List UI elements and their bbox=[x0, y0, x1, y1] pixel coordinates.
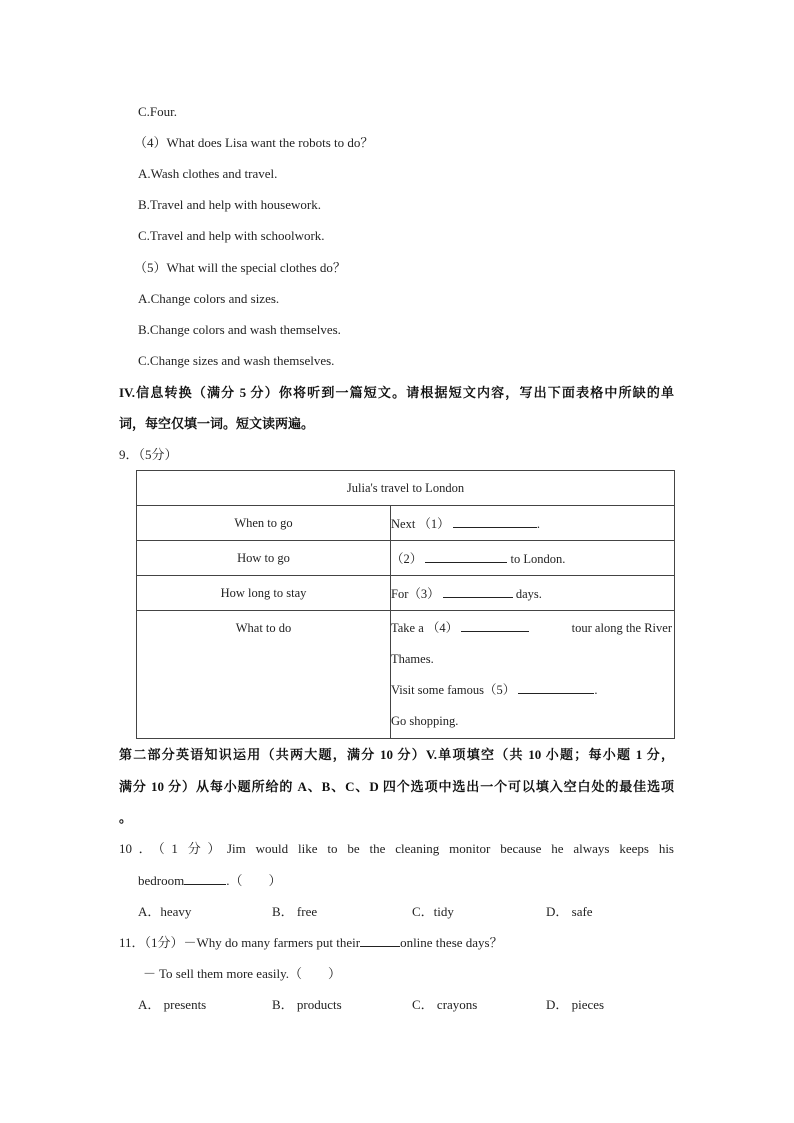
section4-heading-line1: IV.信息转换（满分 5 分）你将听到一篇短文。请根据短文内容，写出下面表格中所缺的单 bbox=[119, 385, 674, 400]
q11-option-b[interactable]: B． products bbox=[272, 997, 342, 1012]
q10-stem-line2: bedroom .（ ） bbox=[138, 873, 282, 888]
table-title: Julia's travel to London bbox=[137, 471, 675, 506]
q8-5-option-c: C.Change sizes and wash themselves. bbox=[138, 353, 335, 368]
q8-4-question: （4）What does Lisa want the robots to do？ bbox=[134, 135, 374, 150]
row-do-label: What to do bbox=[137, 611, 391, 739]
q11-blank[interactable] bbox=[360, 935, 400, 947]
q8-5-option-a: A.Change colors and sizes. bbox=[138, 291, 280, 306]
q9-number: 9．（5分） bbox=[119, 447, 178, 462]
blank-5[interactable] bbox=[518, 682, 594, 694]
q10-option-d[interactable]: D． safe bbox=[546, 904, 593, 919]
q11-stem: 11．（1分）－Why do many farmers put their online these days？ bbox=[119, 935, 503, 950]
q8-4-option-b: B.Travel and help with housework. bbox=[138, 197, 321, 212]
row-stay-value: For（3） days. bbox=[391, 576, 675, 611]
row-how-label: How to go bbox=[137, 541, 391, 576]
blank-2[interactable] bbox=[425, 551, 507, 563]
q10-stem: 10．（1 分）Jim would like to be the cleaning monitor because he always keeps his bbox=[119, 841, 674, 856]
q8-5-question: （5）What will the special clothes do？ bbox=[134, 260, 346, 275]
row-when-label: When to go bbox=[137, 506, 391, 541]
part2-heading-line2: 满分 10 分）从每小题所给的 A、B、C、D 四个选项中选出一个可以填入空白处的最佳选项 bbox=[119, 779, 674, 794]
blank-1[interactable] bbox=[453, 516, 537, 528]
part2-heading-line1: 第二部分英语知识运用（共两大题，满分 10 分）V.单项填空（共 10 小题；每小题 1 分， bbox=[119, 747, 674, 762]
q10-option-c[interactable]: C．tidy bbox=[412, 904, 454, 919]
row-do-line2: Thames. bbox=[391, 652, 434, 666]
q10-option-a[interactable]: A．heavy bbox=[138, 904, 192, 919]
travel-table bbox=[136, 470, 675, 739]
blank-3[interactable] bbox=[443, 586, 513, 598]
row-when-value: Next （1） . bbox=[391, 506, 675, 541]
row-do-line4: Go shopping. bbox=[391, 714, 459, 728]
q8-3-option-c: C.Four. bbox=[138, 104, 178, 119]
part2-heading-line3: 。 bbox=[119, 810, 133, 825]
q8-5-option-b: B.Change colors and wash themselves. bbox=[138, 322, 341, 337]
q11-option-c[interactable]: C． crayons bbox=[412, 997, 478, 1012]
section4-heading-line2: 词，每空仅填一词。短文读两遍。 bbox=[119, 416, 315, 431]
row-stay-label: How long to stay bbox=[137, 576, 391, 611]
q10-option-b[interactable]: B． free bbox=[272, 904, 318, 919]
row-how-value: （2） to London. bbox=[391, 541, 675, 576]
row-do-value: Take a （4） tour along the River Thames. Visit some famous（5） . Go shopping. bbox=[391, 611, 675, 739]
q8-4-option-c: C.Travel and help with schoolwork. bbox=[138, 228, 325, 243]
q11-answer-line: － To sell them more easily.（ ） bbox=[143, 966, 342, 981]
q11-option-a[interactable]: A． presents bbox=[138, 997, 207, 1012]
q10-blank[interactable] bbox=[184, 873, 226, 885]
q8-4-option-a: A.Wash clothes and travel. bbox=[138, 166, 278, 181]
blank-4[interactable] bbox=[461, 620, 529, 632]
q11-option-d[interactable]: D． pieces bbox=[546, 997, 605, 1012]
